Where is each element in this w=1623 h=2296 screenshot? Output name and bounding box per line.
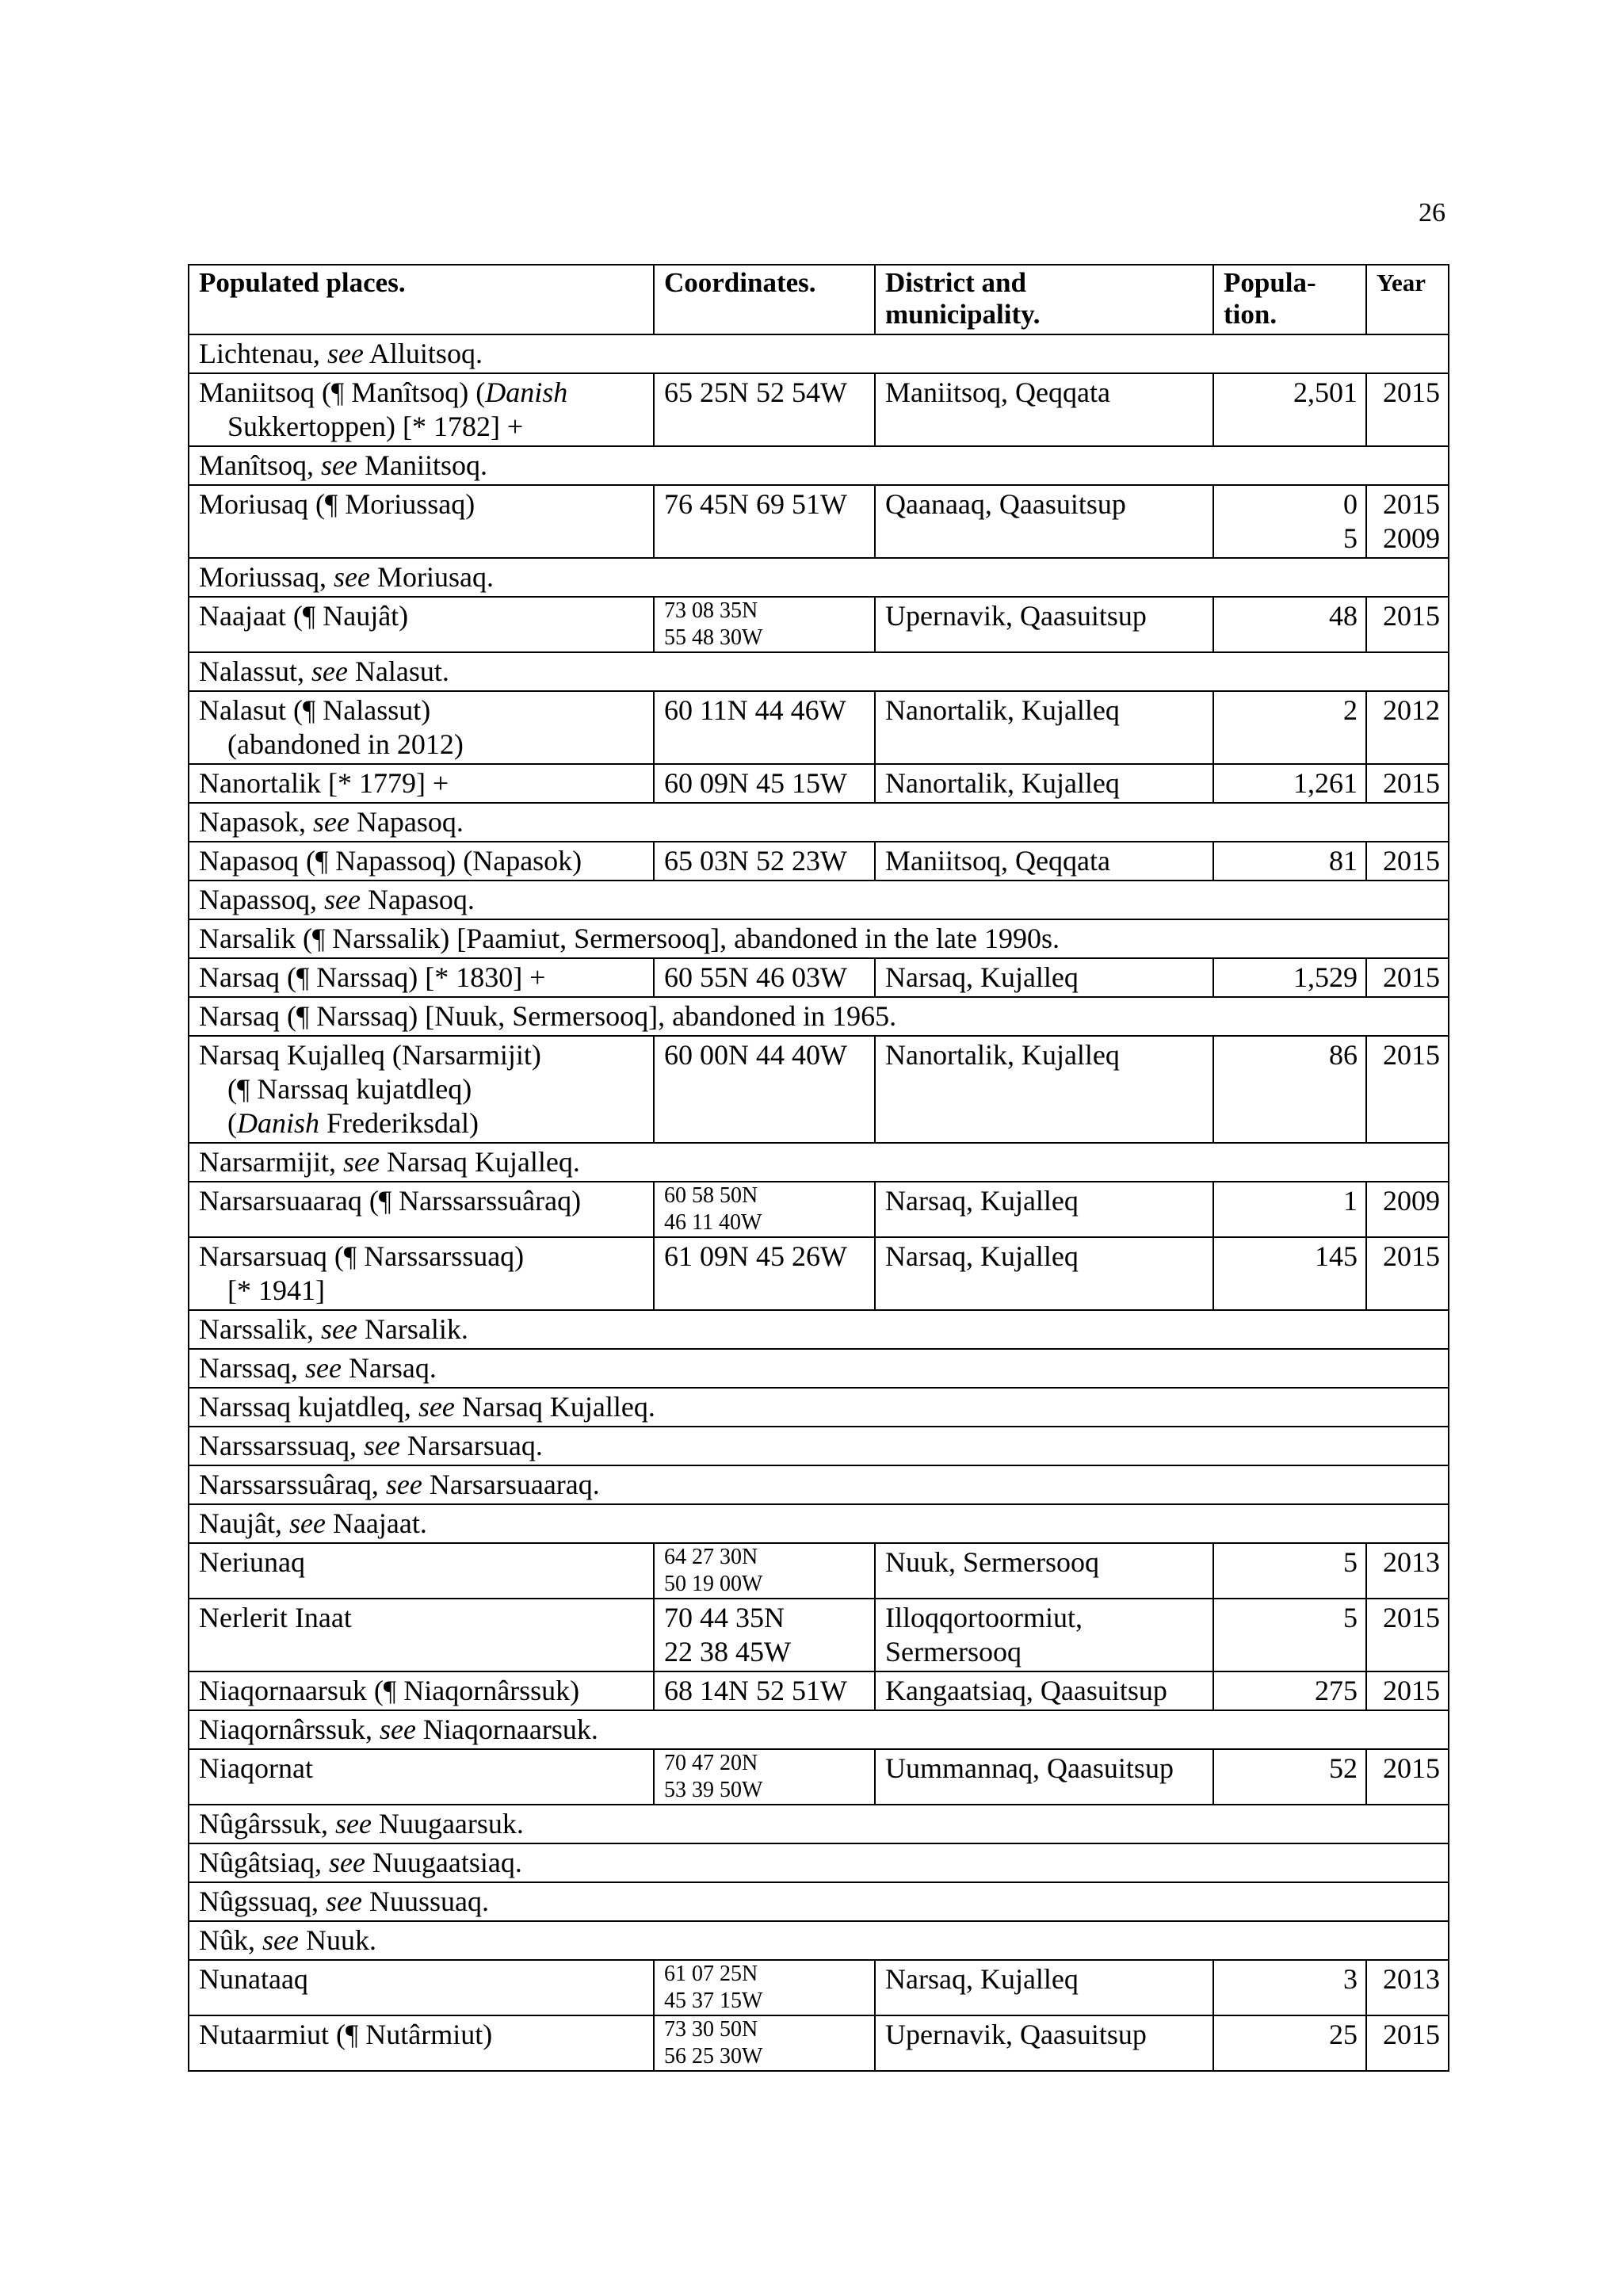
district-cell: Illoqqortoormiut, Sermersooq <box>875 1599 1213 1671</box>
place-cell: Naajaat (¶ Naujât) <box>189 597 654 652</box>
population-cell: 1,529 <box>1213 958 1366 997</box>
district-cell: Upernavik, Qaasuitsup <box>875 2015 1213 2071</box>
place-cell: Niaqornaarsuk (¶ Niaqornârssuk) <box>189 1671 654 1710</box>
reference-cell: Nûgâtsiaq, see Nuugaatsiaq. <box>189 1843 1449 1882</box>
table-row <box>189 373 1449 446</box>
coords-cell: 60 55N 46 03W <box>654 958 875 997</box>
reference-row <box>189 919 1449 958</box>
place-cell: Narsarsuaq (¶ Narssarssuaq) [* 1941] <box>189 1237 654 1310</box>
population-cell: 48 <box>1213 597 1366 652</box>
reference-row <box>189 558 1449 597</box>
reference-row <box>189 652 1449 691</box>
reference-cell: Nalassut, see Nalasut. <box>189 652 1449 691</box>
year-cell: 2015 <box>1366 2015 1449 2071</box>
reference-row <box>189 1465 1449 1504</box>
place-cell: Nutaarmiut (¶ Nutârmiut) <box>189 2015 654 2071</box>
reference-row <box>189 1427 1449 1465</box>
table-row <box>189 2015 1449 2071</box>
year-cell: 2015 <box>1366 597 1449 652</box>
place-cell: Nerlerit Inaat <box>189 1599 654 1671</box>
year-cell: 2012 <box>1366 691 1449 764</box>
header-place: Populated places. <box>189 265 654 334</box>
coords-cell: 65 03N 52 23W <box>654 842 875 881</box>
reference-cell: Lichtenau, see Alluitsoq. <box>189 334 1449 373</box>
table-row <box>189 1237 1449 1310</box>
population-cell: 2,501 <box>1213 373 1366 446</box>
reference-row <box>189 1388 1449 1427</box>
header-district: District and municipality. <box>875 265 1213 334</box>
table-row <box>189 1671 1449 1710</box>
coords-cell: 61 09N 45 26W <box>654 1237 875 1310</box>
year-cell: 2015 <box>1366 1599 1449 1671</box>
header-year: Year <box>1366 265 1449 334</box>
reference-cell: Nûgssuaq, see Nuussuaq. <box>189 1882 1449 1921</box>
population-cell: 86 <box>1213 1036 1366 1143</box>
population-cell: 52 <box>1213 1749 1366 1805</box>
header-population: Popula- tion. <box>1213 265 1366 334</box>
coords-cell: 60 09N 45 15W <box>654 764 875 803</box>
reference-row <box>189 803 1449 842</box>
district-cell: Upernavik, Qaasuitsup <box>875 597 1213 652</box>
place-cell: Nanortalik [* 1779] + <box>189 764 654 803</box>
coords-cell: 73 30 50N 56 25 30W <box>654 2015 875 2071</box>
reference-cell: Nûk, see Nuuk. <box>189 1921 1449 1960</box>
district-cell: Narsaq, Kujalleq <box>875 1237 1213 1310</box>
note-cell: Narsaq (¶ Narssaq) [Nuuk, Sermersooq], abandoned in 1965. <box>189 997 1449 1036</box>
page-number: 26 <box>1419 198 1445 227</box>
place-cell: Moriusaq (¶ Moriussaq) <box>189 485 654 558</box>
population-cell: 5 <box>1213 1543 1366 1599</box>
table-row <box>189 1036 1449 1143</box>
table-row <box>189 1543 1449 1599</box>
population-cell: 81 <box>1213 842 1366 881</box>
coords-cell: 73 08 35N 55 48 30W <box>654 597 875 652</box>
header-coords: Coordinates. <box>654 265 875 334</box>
population-cell: 2 <box>1213 691 1366 764</box>
coords-cell: 64 27 30N 50 19 00W <box>654 1543 875 1599</box>
reference-cell: Nûgârssuk, see Nuugaarsuk. <box>189 1805 1449 1843</box>
header-row <box>189 265 1449 334</box>
place-cell: Napasoq (¶ Napassoq) (Napasok) <box>189 842 654 881</box>
year-cell: 2015 <box>1366 764 1449 803</box>
district-cell: Maniitsoq, Qeqqata <box>875 842 1213 881</box>
district-cell: Narsaq, Kujalleq <box>875 1182 1213 1237</box>
year-cell: 2009 <box>1366 1182 1449 1237</box>
district-cell: Narsaq, Kujalleq <box>875 958 1213 997</box>
year-cell: 2013 <box>1366 1543 1449 1599</box>
district-cell: Uummannaq, Qaasuitsup <box>875 1749 1213 1805</box>
coords-cell: 60 58 50N 46 11 40W <box>654 1182 875 1237</box>
year-cell: 2015 <box>1366 373 1449 446</box>
gazetteer-table <box>188 264 1449 2072</box>
district-cell: Narsaq, Kujalleq <box>875 1960 1213 2015</box>
reference-cell: Manîtsoq, see Maniitsoq. <box>189 446 1449 485</box>
note-cell: Narsalik (¶ Narssalik) [Paamiut, Sermersooq], abandoned in the late 1990s. <box>189 919 1449 958</box>
district-cell: Qaanaaq, Qaasuitsup <box>875 485 1213 558</box>
reference-row <box>189 446 1449 485</box>
year-cell: 2015 <box>1366 1237 1449 1310</box>
population-cell: 145 <box>1213 1237 1366 1310</box>
coords-cell: 68 14N 52 51W <box>654 1671 875 1710</box>
reference-row <box>189 1805 1449 1843</box>
reference-row <box>189 1504 1449 1543</box>
population-cell: 5 <box>1213 1599 1366 1671</box>
year-cell: 2015 <box>1366 1749 1449 1805</box>
reference-row <box>189 1310 1449 1349</box>
population-cell: 1 <box>1213 1182 1366 1237</box>
district-cell: Nanortalik, Kujalleq <box>875 764 1213 803</box>
reference-row <box>189 881 1449 919</box>
coords-cell: 61 07 25N 45 37 15W <box>654 1960 875 2015</box>
coords-cell: 70 44 35N 22 38 45W <box>654 1599 875 1671</box>
table-row <box>189 958 1449 997</box>
reference-cell: Narssarssuaq, see Narsarsuaq. <box>189 1427 1449 1465</box>
place-cell: Nunataaq <box>189 1960 654 2015</box>
table-row <box>189 1599 1449 1671</box>
population-cell: 275 <box>1213 1671 1366 1710</box>
table-row <box>189 1749 1449 1805</box>
place-cell: Maniitsoq (¶ Manîtsoq) (Danish Sukkertoppen) [* 1782] + <box>189 373 654 446</box>
place-cell: Niaqornat <box>189 1749 654 1805</box>
reference-cell: Napassoq, see Napasoq. <box>189 881 1449 919</box>
table-row <box>189 597 1449 652</box>
reference-cell: Naujât, see Naajaat. <box>189 1504 1449 1543</box>
district-cell: Nuuk, Sermersooq <box>875 1543 1213 1599</box>
district-cell: Nanortalik, Kujalleq <box>875 1036 1213 1143</box>
coords-cell: 70 47 20N 53 39 50W <box>654 1749 875 1805</box>
reference-cell: Narssalik, see Narsalik. <box>189 1310 1449 1349</box>
reference-row <box>189 997 1449 1036</box>
reference-cell: Niaqornârssuk, see Niaqornaarsuk. <box>189 1710 1449 1749</box>
table-row <box>189 1960 1449 2015</box>
table-row <box>189 764 1449 803</box>
coords-cell: 60 11N 44 46W <box>654 691 875 764</box>
table-row <box>189 691 1449 764</box>
population-cell: 0 5 <box>1213 485 1366 558</box>
place-cell: Neriunaq <box>189 1543 654 1599</box>
year-cell: 2015 <box>1366 1671 1449 1710</box>
reference-cell: Napasok, see Napasoq. <box>189 803 1449 842</box>
table-row <box>189 842 1449 881</box>
place-cell: Narsaq (¶ Narssaq) [* 1830] + <box>189 958 654 997</box>
district-cell: Kangaatsiaq, Qaasuitsup <box>875 1671 1213 1710</box>
year-cell: 2015 <box>1366 842 1449 881</box>
reference-row <box>189 1349 1449 1388</box>
population-cell: 1,261 <box>1213 764 1366 803</box>
population-cell: 3 <box>1213 1960 1366 2015</box>
district-cell: Nanortalik, Kujalleq <box>875 691 1213 764</box>
reference-row <box>189 1710 1449 1749</box>
reference-cell: Narssaq, see Narsaq. <box>189 1349 1449 1388</box>
reference-cell: Narsarmijit, see Narsaq Kujalleq. <box>189 1143 1449 1182</box>
place-cell: Narsarsuaaraq (¶ Narssarssuâraq) <box>189 1182 654 1237</box>
year-cell: 2015 2009 <box>1366 485 1449 558</box>
year-cell: 2013 <box>1366 1960 1449 2015</box>
reference-row <box>189 1921 1449 1960</box>
place-cell: Nalasut (¶ Nalassut) (abandoned in 2012) <box>189 691 654 764</box>
reference-cell: Narssaq kujatdleq, see Narsaq Kujalleq. <box>189 1388 1449 1427</box>
coords-cell: 76 45N 69 51W <box>654 485 875 558</box>
reference-row <box>189 334 1449 373</box>
reference-cell: Moriussaq, see Moriusaq. <box>189 558 1449 597</box>
coords-cell: 60 00N 44 40W <box>654 1036 875 1143</box>
reference-row <box>189 1843 1449 1882</box>
year-cell: 2015 <box>1366 1036 1449 1143</box>
reference-row <box>189 1143 1449 1182</box>
place-cell: Narsaq Kujalleq (Narsarmijit) (¶ Narssaq kujatdleq) (Danish Frederiksdal) <box>189 1036 654 1143</box>
population-cell: 25 <box>1213 2015 1366 2071</box>
reference-cell: Narssarssuâraq, see Narsarsuaaraq. <box>189 1465 1449 1504</box>
year-cell: 2015 <box>1366 958 1449 997</box>
reference-row <box>189 1882 1449 1921</box>
table-row <box>189 1182 1449 1237</box>
table-row <box>189 485 1449 558</box>
district-cell: Maniitsoq, Qeqqata <box>875 373 1213 446</box>
coords-cell: 65 25N 52 54W <box>654 373 875 446</box>
